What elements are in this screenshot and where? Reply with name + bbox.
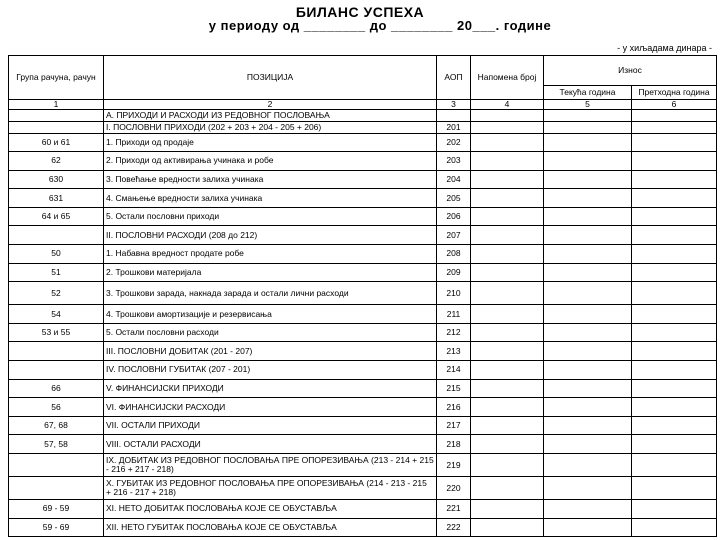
account-group-cell	[9, 477, 104, 500]
previous-year-input[interactable]	[632, 207, 717, 226]
current-year-input[interactable]	[544, 398, 632, 417]
previous-year-input[interactable]	[632, 379, 717, 398]
current-year-input[interactable]	[544, 361, 632, 380]
position-cell: 1. Приходи од продаје	[104, 133, 437, 152]
table-row	[9, 226, 717, 245]
table-row	[9, 305, 717, 324]
position-cell: II. ПОСЛОВНИ РАСХОДИ (208 до 212)	[104, 226, 437, 245]
current-year-input[interactable]	[544, 245, 632, 264]
aop-cell: 211	[437, 305, 471, 324]
aop-cell: 206	[437, 207, 471, 226]
account-group-cell: 60 и 61	[9, 133, 104, 152]
account-group-cell: 631	[9, 189, 104, 208]
account-group-cell: 69 - 59	[9, 500, 104, 519]
current-year-input[interactable]	[544, 152, 632, 171]
current-year-input[interactable]	[544, 477, 632, 500]
previous-year-input[interactable]	[632, 170, 717, 189]
current-year-input[interactable]	[544, 133, 632, 152]
header-group-account: Група рачуна, рачун	[9, 56, 104, 100]
table-row	[9, 245, 717, 264]
table-row	[9, 454, 717, 477]
position-cell: 5. Остали пословни приходи	[104, 207, 437, 226]
previous-year-input[interactable]	[632, 323, 717, 342]
table-row	[9, 207, 717, 226]
header-previous-year: Претходна година	[632, 86, 717, 100]
col-number-1: 1	[9, 100, 104, 110]
document-title: БИЛАНС УСПЕХА	[295, 4, 425, 20]
account-group-cell	[9, 226, 104, 245]
note-number-input[interactable]	[471, 121, 544, 133]
aop-cell: 203	[437, 152, 471, 171]
note-number-input[interactable]	[471, 263, 544, 282]
account-group-cell	[9, 121, 104, 133]
position-cell: VII. ОСТАЛИ ПРИХОДИ	[104, 416, 437, 435]
aop-cell: 207	[437, 226, 471, 245]
account-group-cell: 630	[9, 170, 104, 189]
previous-year-input[interactable]	[632, 361, 717, 380]
note-number-input[interactable]	[471, 207, 544, 226]
account-group-cell: 64 и 65	[9, 207, 104, 226]
col-number-4: 4	[471, 100, 544, 110]
note-number-input[interactable]	[471, 435, 544, 454]
table-row	[9, 435, 717, 454]
header-aop: АОП	[437, 56, 471, 100]
account-group-cell: 57, 58	[9, 435, 104, 454]
table-row	[9, 379, 717, 398]
previous-year-input[interactable]	[632, 152, 717, 171]
current-year-input[interactable]	[544, 518, 632, 537]
aop-cell: 213	[437, 342, 471, 361]
position-cell: 4. Смањење вредности залиха учинака	[104, 189, 437, 208]
table-row	[9, 500, 717, 519]
previous-year-input[interactable]	[632, 133, 717, 152]
aop-cell: 217	[437, 416, 471, 435]
col-number-3: 3	[437, 100, 471, 110]
aop-cell: 209	[437, 263, 471, 282]
position-cell: VI. ФИНАНСИЈСКИ РАСХОДИ	[104, 398, 437, 417]
aop-cell: 221	[437, 500, 471, 519]
table-row	[9, 170, 717, 189]
table-row	[9, 361, 717, 380]
aop-cell: 215	[437, 379, 471, 398]
aop-cell: 220	[437, 477, 471, 500]
previous-year-input[interactable]	[632, 305, 717, 324]
previous-year-input[interactable]	[632, 342, 717, 361]
aop-cell: 222	[437, 518, 471, 537]
current-year-input[interactable]	[544, 305, 632, 324]
note-number-input[interactable]	[471, 245, 544, 264]
position-cell: I. ПОСЛОВНИ ПРИХОДИ (202 + 203 + 204 - 205 + 206)	[104, 121, 437, 133]
position-cell: V. ФИНАНСИЈСКИ ПРИХОДИ	[104, 379, 437, 398]
table-row	[9, 133, 717, 152]
note-number-input[interactable]	[471, 454, 544, 477]
current-year-input[interactable]	[544, 500, 632, 519]
current-year-input[interactable]	[544, 282, 632, 305]
account-group-cell: 53 и 55	[9, 323, 104, 342]
position-cell: XI. НЕТО ДОБИТАК ПОСЛОВАЊА КОЈЕ СЕ ОБУСТАВЉА	[104, 500, 437, 519]
current-year-input[interactable]	[544, 207, 632, 226]
current-year-input[interactable]	[544, 170, 632, 189]
aop-cell: 219	[437, 454, 471, 477]
note-number-input[interactable]	[471, 323, 544, 342]
table-row	[9, 189, 717, 208]
previous-year-input[interactable]	[632, 263, 717, 282]
account-group-cell: 51	[9, 263, 104, 282]
note-number-input[interactable]	[471, 477, 544, 500]
previous-year-input[interactable]	[632, 121, 717, 133]
current-year-input[interactable]	[544, 226, 632, 245]
previous-year-input[interactable]	[632, 477, 717, 500]
table-row	[9, 398, 717, 417]
previous-year-input[interactable]	[632, 518, 717, 537]
col-number-2: 2	[104, 100, 437, 110]
position-cell: 3. Повећање вредности залиха учинака	[104, 170, 437, 189]
position-cell: 4. Трошкови амортизације и резервисања	[104, 305, 437, 324]
account-group-cell	[9, 454, 104, 477]
period-line: у периоду од ________ до ________ 20___. године	[208, 18, 552, 33]
income-statement-table	[8, 55, 717, 537]
account-group-cell: 54	[9, 305, 104, 324]
note-number-input[interactable]	[471, 518, 544, 537]
current-year-input[interactable]	[544, 416, 632, 435]
account-group-cell: 59 - 69	[9, 518, 104, 537]
table-row	[9, 121, 717, 133]
previous-year-input[interactable]	[632, 500, 717, 519]
header-note-number: Напомена број	[471, 56, 544, 100]
account-group-cell: 67, 68	[9, 416, 104, 435]
current-year-input[interactable]	[544, 379, 632, 398]
current-year-input[interactable]	[544, 435, 632, 454]
previous-year-input[interactable]	[632, 282, 717, 305]
note-number-input[interactable]	[471, 282, 544, 305]
previous-year-input[interactable]	[632, 189, 717, 208]
position-cell: VIII. ОСТАЛИ РАСХОДИ	[104, 435, 437, 454]
current-year-input[interactable]	[544, 189, 632, 208]
note-number-input[interactable]	[471, 361, 544, 380]
previous-year-input[interactable]	[632, 245, 717, 264]
position-cell: III. ПОСЛОВНИ ДОБИТАК (201 - 207)	[104, 342, 437, 361]
note-number-input[interactable]	[471, 379, 544, 398]
previous-year-input[interactable]	[632, 398, 717, 417]
previous-year-input[interactable]	[632, 454, 717, 477]
aop-cell: 216	[437, 398, 471, 417]
header-amount: Износ	[544, 56, 717, 86]
header-current-year: Текућа година	[544, 86, 632, 100]
note-number-input[interactable]	[471, 226, 544, 245]
aop-cell: 205	[437, 189, 471, 208]
position-cell: 2. Трошкови материјала	[104, 263, 437, 282]
note-number-input[interactable]	[471, 152, 544, 171]
position-cell: 1. Набавна вредност продате робе	[104, 245, 437, 264]
aop-cell: 210	[437, 282, 471, 305]
account-group-cell	[9, 361, 104, 380]
current-year-input[interactable]	[544, 323, 632, 342]
previous-year-input[interactable]	[632, 226, 717, 245]
account-group-cell	[9, 342, 104, 361]
note-number-input[interactable]	[471, 170, 544, 189]
table-row	[9, 263, 717, 282]
previous-year-input[interactable]	[632, 435, 717, 454]
current-year-input[interactable]	[544, 454, 632, 477]
note-number-input[interactable]	[471, 189, 544, 208]
section-heading-row	[9, 110, 717, 122]
section-heading: А. ПРИХОДИ И РАСХОДИ ИЗ РЕДОВНОГ ПОСЛОВАЊА	[104, 110, 437, 122]
position-cell: XII. НЕТО ГУБИТАК ПОСЛОВАЊА КОЈЕ СЕ ОБУСТАВЉА	[104, 518, 437, 537]
position-cell: IV. ПОСЛОВНИ ГУБИТАК (207 - 201)	[104, 361, 437, 380]
aop-cell: 214	[437, 361, 471, 380]
aop-cell: 201	[437, 121, 471, 133]
account-group-cell: 50	[9, 245, 104, 264]
previous-year-input[interactable]	[632, 416, 717, 435]
header-position: ПОЗИЦИЈА	[104, 56, 437, 100]
aop-cell: 202	[437, 133, 471, 152]
table-row	[9, 152, 717, 171]
position-cell: IX. ДОБИТАК ИЗ РЕДОВНОГ ПОСЛОВАЊА ПРЕ ОПОРЕЗИВАЊА (213 - 214 + 215 - 216 + 217 - 218)	[104, 454, 437, 477]
position-cell: 2. Приходи од активирања учинака и робе	[104, 152, 437, 171]
aop-cell: 212	[437, 323, 471, 342]
account-group-cell: 52	[9, 282, 104, 305]
table-row	[9, 477, 717, 500]
col-number-6: 6	[632, 100, 717, 110]
position-cell: X. ГУБИТАК ИЗ РЕДОВНОГ ПОСЛОВАЊА ПРЕ ОПОРЕЗИВАЊА (214 - 213 - 215 + 216 - 217 + 218)	[104, 477, 437, 500]
current-year-input[interactable]	[544, 263, 632, 282]
account-group-cell: 66	[9, 379, 104, 398]
table-row	[9, 518, 717, 537]
unit-note: - у хиљадама динара -	[617, 43, 712, 53]
note-number-input[interactable]	[471, 500, 544, 519]
note-number-input[interactable]	[471, 342, 544, 361]
note-number-input[interactable]	[471, 398, 544, 417]
note-number-input[interactable]	[471, 305, 544, 324]
account-group-cell: 56	[9, 398, 104, 417]
note-number-input[interactable]	[471, 133, 544, 152]
current-year-input[interactable]	[544, 121, 632, 133]
aop-cell: 218	[437, 435, 471, 454]
table-row	[9, 416, 717, 435]
table-row	[9, 342, 717, 361]
account-group-cell: 62	[9, 152, 104, 171]
table-row	[9, 323, 717, 342]
table-row	[9, 282, 717, 305]
aop-cell: 204	[437, 170, 471, 189]
position-cell: 3. Трошкови зарада, накнада зарада и остали лични расходи	[104, 282, 437, 305]
current-year-input[interactable]	[544, 342, 632, 361]
aop-cell: 208	[437, 245, 471, 264]
note-number-input[interactable]	[471, 416, 544, 435]
position-cell: 5. Остали пословни расходи	[104, 323, 437, 342]
col-number-5: 5	[544, 100, 632, 110]
